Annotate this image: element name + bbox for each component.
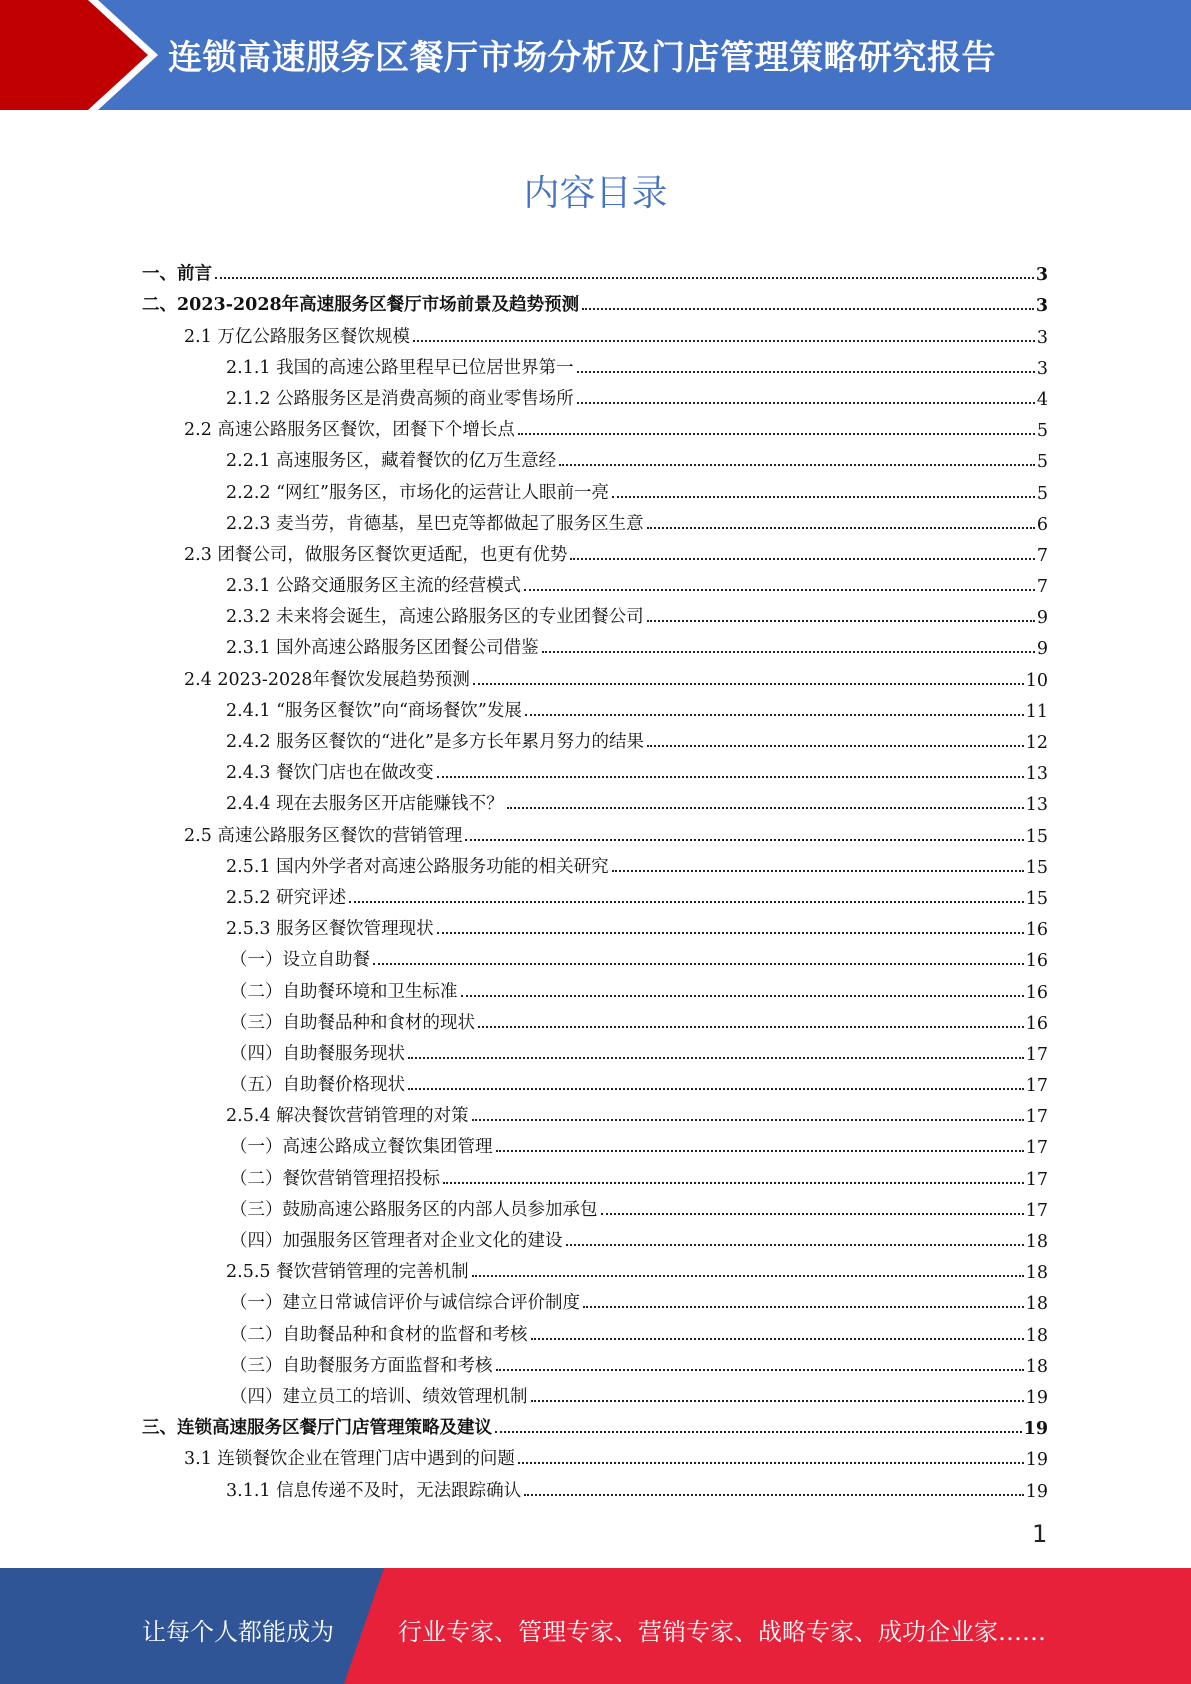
toc-entry-title: （四）建立员工的培训、绩效管理机制 xyxy=(230,1386,528,1407)
toc-entry-page: 10 xyxy=(1025,670,1048,691)
toc-entry-title: 3.1.1 信息传递不及时，无法跟踪确认 xyxy=(226,1480,522,1501)
toc-entry-page: 18 xyxy=(1025,1263,1048,1284)
toc-entry-page: 15 xyxy=(1025,857,1048,878)
dot-leader xyxy=(472,1119,1024,1121)
dot-leader xyxy=(413,340,1035,342)
toc-entry-page: 19 xyxy=(1023,1419,1048,1440)
toc-entry[interactable] xyxy=(142,410,1048,441)
toc-entry-page: 17 xyxy=(1025,1138,1048,1159)
toc-entry-page: 3 xyxy=(1036,358,1048,379)
toc-entry-title: （二）自助餐环境和卫生标准 xyxy=(230,981,458,1002)
toc-entry-title: 2.4.2 服务区餐饮的“进化”是多方长年累月努力的结果 xyxy=(226,732,644,752)
toc-entry[interactable] xyxy=(142,659,1048,690)
dot-leader xyxy=(531,1338,1024,1340)
toc-heading: 内容目录 xyxy=(523,173,668,214)
toc-entry-title: （二）自助餐品种和食材的监督和考核 xyxy=(230,1324,528,1345)
toc-entry[interactable] xyxy=(142,1283,1048,1314)
toc-entry-page: 19 xyxy=(1025,1387,1048,1408)
toc-entry[interactable] xyxy=(142,1439,1048,1470)
dot-leader xyxy=(495,1431,1022,1433)
toc-entry-title: 2.3.1 国外高速公路服务区团餐公司借鉴 xyxy=(226,638,539,659)
toc-entry-page: 18 xyxy=(1025,1232,1048,1252)
toc-entry[interactable] xyxy=(142,1190,1048,1221)
toc-entry-page: 11 xyxy=(1025,701,1048,722)
toc-entry[interactable] xyxy=(142,472,1048,503)
toc-entry-title: 二、2023-2028年高速服务区餐厅市场前景及趋势预测 xyxy=(142,295,580,316)
dot-leader xyxy=(542,651,1035,653)
toc-entry-page: 7 xyxy=(1036,545,1048,566)
toc-entry[interactable] xyxy=(142,441,1048,472)
toc-entry-page: 15 xyxy=(1025,888,1048,909)
toc-entry-title: （四）加强服务区管理者对企业文化的建设 xyxy=(230,1231,563,1251)
toc-entry[interactable] xyxy=(142,628,1048,659)
report-title: 连锁高速服务区餐厅市场分析及门店管理策略研究报告 xyxy=(168,38,996,78)
toc-entry[interactable] xyxy=(142,1470,1048,1501)
toc-entry-page: 3 xyxy=(1036,327,1048,348)
footer-slogan-left: 让每个人都能成为 xyxy=(142,1618,334,1646)
toc-entry-page: 5 xyxy=(1036,483,1048,504)
toc-entry[interactable] xyxy=(142,1034,1048,1065)
dot-leader xyxy=(524,589,1035,591)
dot-leader xyxy=(507,807,1024,809)
toc-entry-page: 6 xyxy=(1036,514,1048,535)
toc-entry-page: 19 xyxy=(1025,1481,1048,1502)
toc-entry-page: 19 xyxy=(1025,1450,1048,1471)
toc-entry-title: 2.5.1 国内外学者对高速公路服务功能的相关研究 xyxy=(226,856,609,877)
toc-entry-title: 2.1.1 我国的高速公路里程早已位居世界第一 xyxy=(226,357,574,378)
toc-entry-page: 13 xyxy=(1025,764,1048,785)
toc-entry[interactable] xyxy=(142,1096,1048,1127)
toc-entry-page: 12 xyxy=(1025,733,1048,753)
toc-entry-title: 三、连锁高速服务区餐厅门店管理策略及建议 xyxy=(142,1418,492,1439)
toc-entry-page: 16 xyxy=(1025,951,1048,972)
toc-entry-title: （五）自助餐价格现状 xyxy=(230,1075,405,1096)
toc-entry-page: 3 xyxy=(1035,296,1048,317)
toc-entry[interactable] xyxy=(142,1314,1048,1345)
dot-leader xyxy=(531,1400,1024,1402)
footer-slogan-right: 行业专家、管理专家、营销专家、战略专家、成功企业家…… xyxy=(398,1618,1046,1646)
dot-leader xyxy=(437,932,1024,934)
toc-entry-title: 2.5.2 研究评述 xyxy=(226,887,347,908)
toc-entry-title: 2.2 高速公路服务区餐饮，团餐下个增长点 xyxy=(184,420,515,441)
toc-entry[interactable] xyxy=(142,1252,1048,1283)
toc-entry-title: 2.1.2 公路服务区是消费高频的商业零售场所 xyxy=(226,388,574,409)
toc-entry-title: 2.2.1 高速服务区，藏着餐饮的亿万生意经 xyxy=(226,451,557,472)
toc-entry-title: 2.3.2 未来将会诞生，高速公路服务区的专业团餐公司 xyxy=(226,607,644,628)
toc-entry[interactable] xyxy=(142,784,1048,815)
toc-entry-title: （三）鼓励高速公路服务区的内部人员参加承包 xyxy=(230,1199,598,1220)
dot-leader xyxy=(647,527,1035,529)
toc-entry-title: 2.4.3 餐饮门店也在做改变 xyxy=(226,763,434,784)
toc-entry-page: 17 xyxy=(1025,1169,1048,1190)
toc-entry-page: 17 xyxy=(1025,1200,1048,1221)
dot-leader xyxy=(437,776,1024,778)
toc-entry-title: （三）自助餐品种和食材的现状 xyxy=(230,1012,475,1033)
toc-entry-title: （一）设立自助餐 xyxy=(230,950,370,971)
dot-leader xyxy=(612,870,1024,872)
toc-entry-title: 2.4.4 现在去服务区开店能赚钱不？ xyxy=(226,794,504,815)
toc-entry-title: 2.3.1 公路交通服务区主流的经营模式 xyxy=(226,576,522,597)
toc-entry-title: （一）建立日常诚信评价与诚信综合评价制度 xyxy=(230,1293,580,1314)
toc-entry-title: （一）高速公路成立餐饮集团管理 xyxy=(230,1137,493,1158)
toc-entry-page: 3 xyxy=(1035,265,1048,286)
toc-entry[interactable] xyxy=(142,285,1048,316)
dot-leader xyxy=(524,1494,1024,1496)
toc-entry-title: 2.2.3 麦当劳，肯德基，星巴克等都做起了服务区生意 xyxy=(226,513,644,534)
toc-entry[interactable] xyxy=(142,1158,1048,1189)
toc-entry[interactable] xyxy=(142,691,1048,722)
dot-leader xyxy=(559,464,1035,466)
page-header xyxy=(0,0,1191,110)
toc-entry[interactable] xyxy=(142,878,1048,909)
toc-entry-page: 13 xyxy=(1025,795,1048,816)
toc-entry-page: 5 xyxy=(1036,452,1048,473)
dot-leader xyxy=(408,1057,1024,1059)
toc-entry-title: 2.1 万亿公路服务区餐饮规模 xyxy=(184,326,410,347)
toc-entry-title: 2.5.5 餐饮营销管理的完善机制 xyxy=(226,1262,469,1283)
toc-entry[interactable] xyxy=(142,971,1048,1002)
toc-entry[interactable] xyxy=(142,566,1048,597)
dot-leader xyxy=(612,496,1035,498)
dot-leader xyxy=(583,1306,1024,1308)
dot-leader xyxy=(647,745,1024,747)
toc-entry-page: 16 xyxy=(1025,982,1048,1003)
toc-entry[interactable] xyxy=(142,348,1048,379)
toc-entry-page: 18 xyxy=(1025,1294,1048,1315)
dot-leader xyxy=(373,963,1024,965)
dot-leader xyxy=(577,371,1035,373)
toc-entry[interactable] xyxy=(142,1003,1048,1034)
toc-entry[interactable] xyxy=(142,940,1048,971)
dot-leader xyxy=(473,683,1024,685)
toc-entry[interactable] xyxy=(142,535,1048,566)
dot-leader xyxy=(525,714,1024,716)
toc-entry-page: 9 xyxy=(1036,608,1048,629)
toc-entry-title: 2.5.4 解决餐饮营销管理的对策 xyxy=(226,1106,469,1127)
table-of-contents xyxy=(142,254,1048,1502)
toc-entry[interactable] xyxy=(142,1127,1048,1158)
dot-leader xyxy=(496,1150,1024,1152)
toc-entry-title: （二）餐饮营销管理招投标 xyxy=(230,1168,440,1189)
dot-leader xyxy=(570,558,1034,560)
page-number: 1 xyxy=(1032,1520,1048,1548)
dot-leader xyxy=(443,1182,1024,1184)
toc-entry-title: （四）自助餐服务现状 xyxy=(230,1043,405,1064)
dot-leader xyxy=(577,402,1035,404)
dot-leader xyxy=(472,1275,1024,1277)
dot-leader xyxy=(215,277,1034,279)
toc-entry-title: 2.4 2023-2028年餐饮发展趋势预测 xyxy=(184,669,470,690)
page-footer xyxy=(0,1568,1191,1684)
toc-entry[interactable] xyxy=(142,722,1048,753)
toc-entry[interactable] xyxy=(142,1221,1048,1252)
toc-entry[interactable] xyxy=(142,316,1048,347)
toc-entry[interactable] xyxy=(142,597,1048,628)
toc-entry-title: 2.5.3 服务区餐饮管理现状 xyxy=(226,919,434,940)
toc-entry-title: 2.2.2 “网红”服务区，市场化的运营让人眼前一亮 xyxy=(226,482,609,503)
toc-entry-page: 15 xyxy=(1025,826,1048,847)
toc-entry[interactable] xyxy=(142,504,1048,535)
toc-entry-title: 2.3 团餐公司，做服务区餐饮更适配，也更有优势 xyxy=(184,544,568,565)
toc-entry-title: （三）自助餐服务方面监督和考核 xyxy=(230,1355,493,1376)
toc-entry-title: 2.5 高速公路服务区餐饮的营销管理 xyxy=(184,825,463,846)
toc-entry-page: 5 xyxy=(1036,421,1048,442)
dot-leader xyxy=(566,1244,1024,1246)
toc-entry-title: 3.1 连锁餐饮企业在管理门店中遇到的问题 xyxy=(184,1449,515,1470)
toc-entry[interactable] xyxy=(142,254,1048,285)
dot-leader xyxy=(582,308,1034,310)
dot-leader xyxy=(518,1462,1024,1464)
dot-leader xyxy=(349,901,1024,903)
toc-entry[interactable] xyxy=(142,1408,1048,1439)
toc-entry-page: 7 xyxy=(1036,577,1048,598)
dot-leader xyxy=(465,839,1023,841)
dot-leader xyxy=(601,1213,1024,1215)
toc-entry-page: 18 xyxy=(1025,1356,1048,1377)
toc-entry-title: 一、前言 xyxy=(142,264,212,285)
dot-leader xyxy=(478,1026,1024,1028)
toc-entry[interactable] xyxy=(142,815,1048,846)
toc-entry[interactable] xyxy=(142,753,1048,784)
toc-entry[interactable] xyxy=(142,379,1048,410)
toc-entry-page: 16 xyxy=(1025,1013,1048,1034)
toc-entry-page: 4 xyxy=(1036,389,1048,410)
toc-entry-page: 18 xyxy=(1025,1325,1048,1346)
toc-entry-page: 17 xyxy=(1025,1044,1048,1065)
toc-entry-page: 16 xyxy=(1025,920,1048,941)
toc-entry-page: 17 xyxy=(1025,1076,1048,1097)
toc-entry-title: 2.4.1 “服务区餐饮”向“商场餐饮”发展 xyxy=(226,700,522,721)
toc-entry[interactable] xyxy=(142,1065,1048,1096)
dot-leader xyxy=(461,995,1024,997)
toc-entry[interactable] xyxy=(142,909,1048,940)
dot-leader xyxy=(518,433,1035,435)
dot-leader xyxy=(408,1088,1024,1090)
toc-entry-page: 17 xyxy=(1025,1107,1048,1128)
toc-entry-page: 9 xyxy=(1036,639,1048,660)
toc-entry[interactable] xyxy=(142,847,1048,878)
dot-leader xyxy=(647,620,1035,622)
toc-entry[interactable] xyxy=(142,1346,1048,1377)
toc-entry[interactable] xyxy=(142,1377,1048,1408)
dot-leader xyxy=(496,1369,1024,1371)
